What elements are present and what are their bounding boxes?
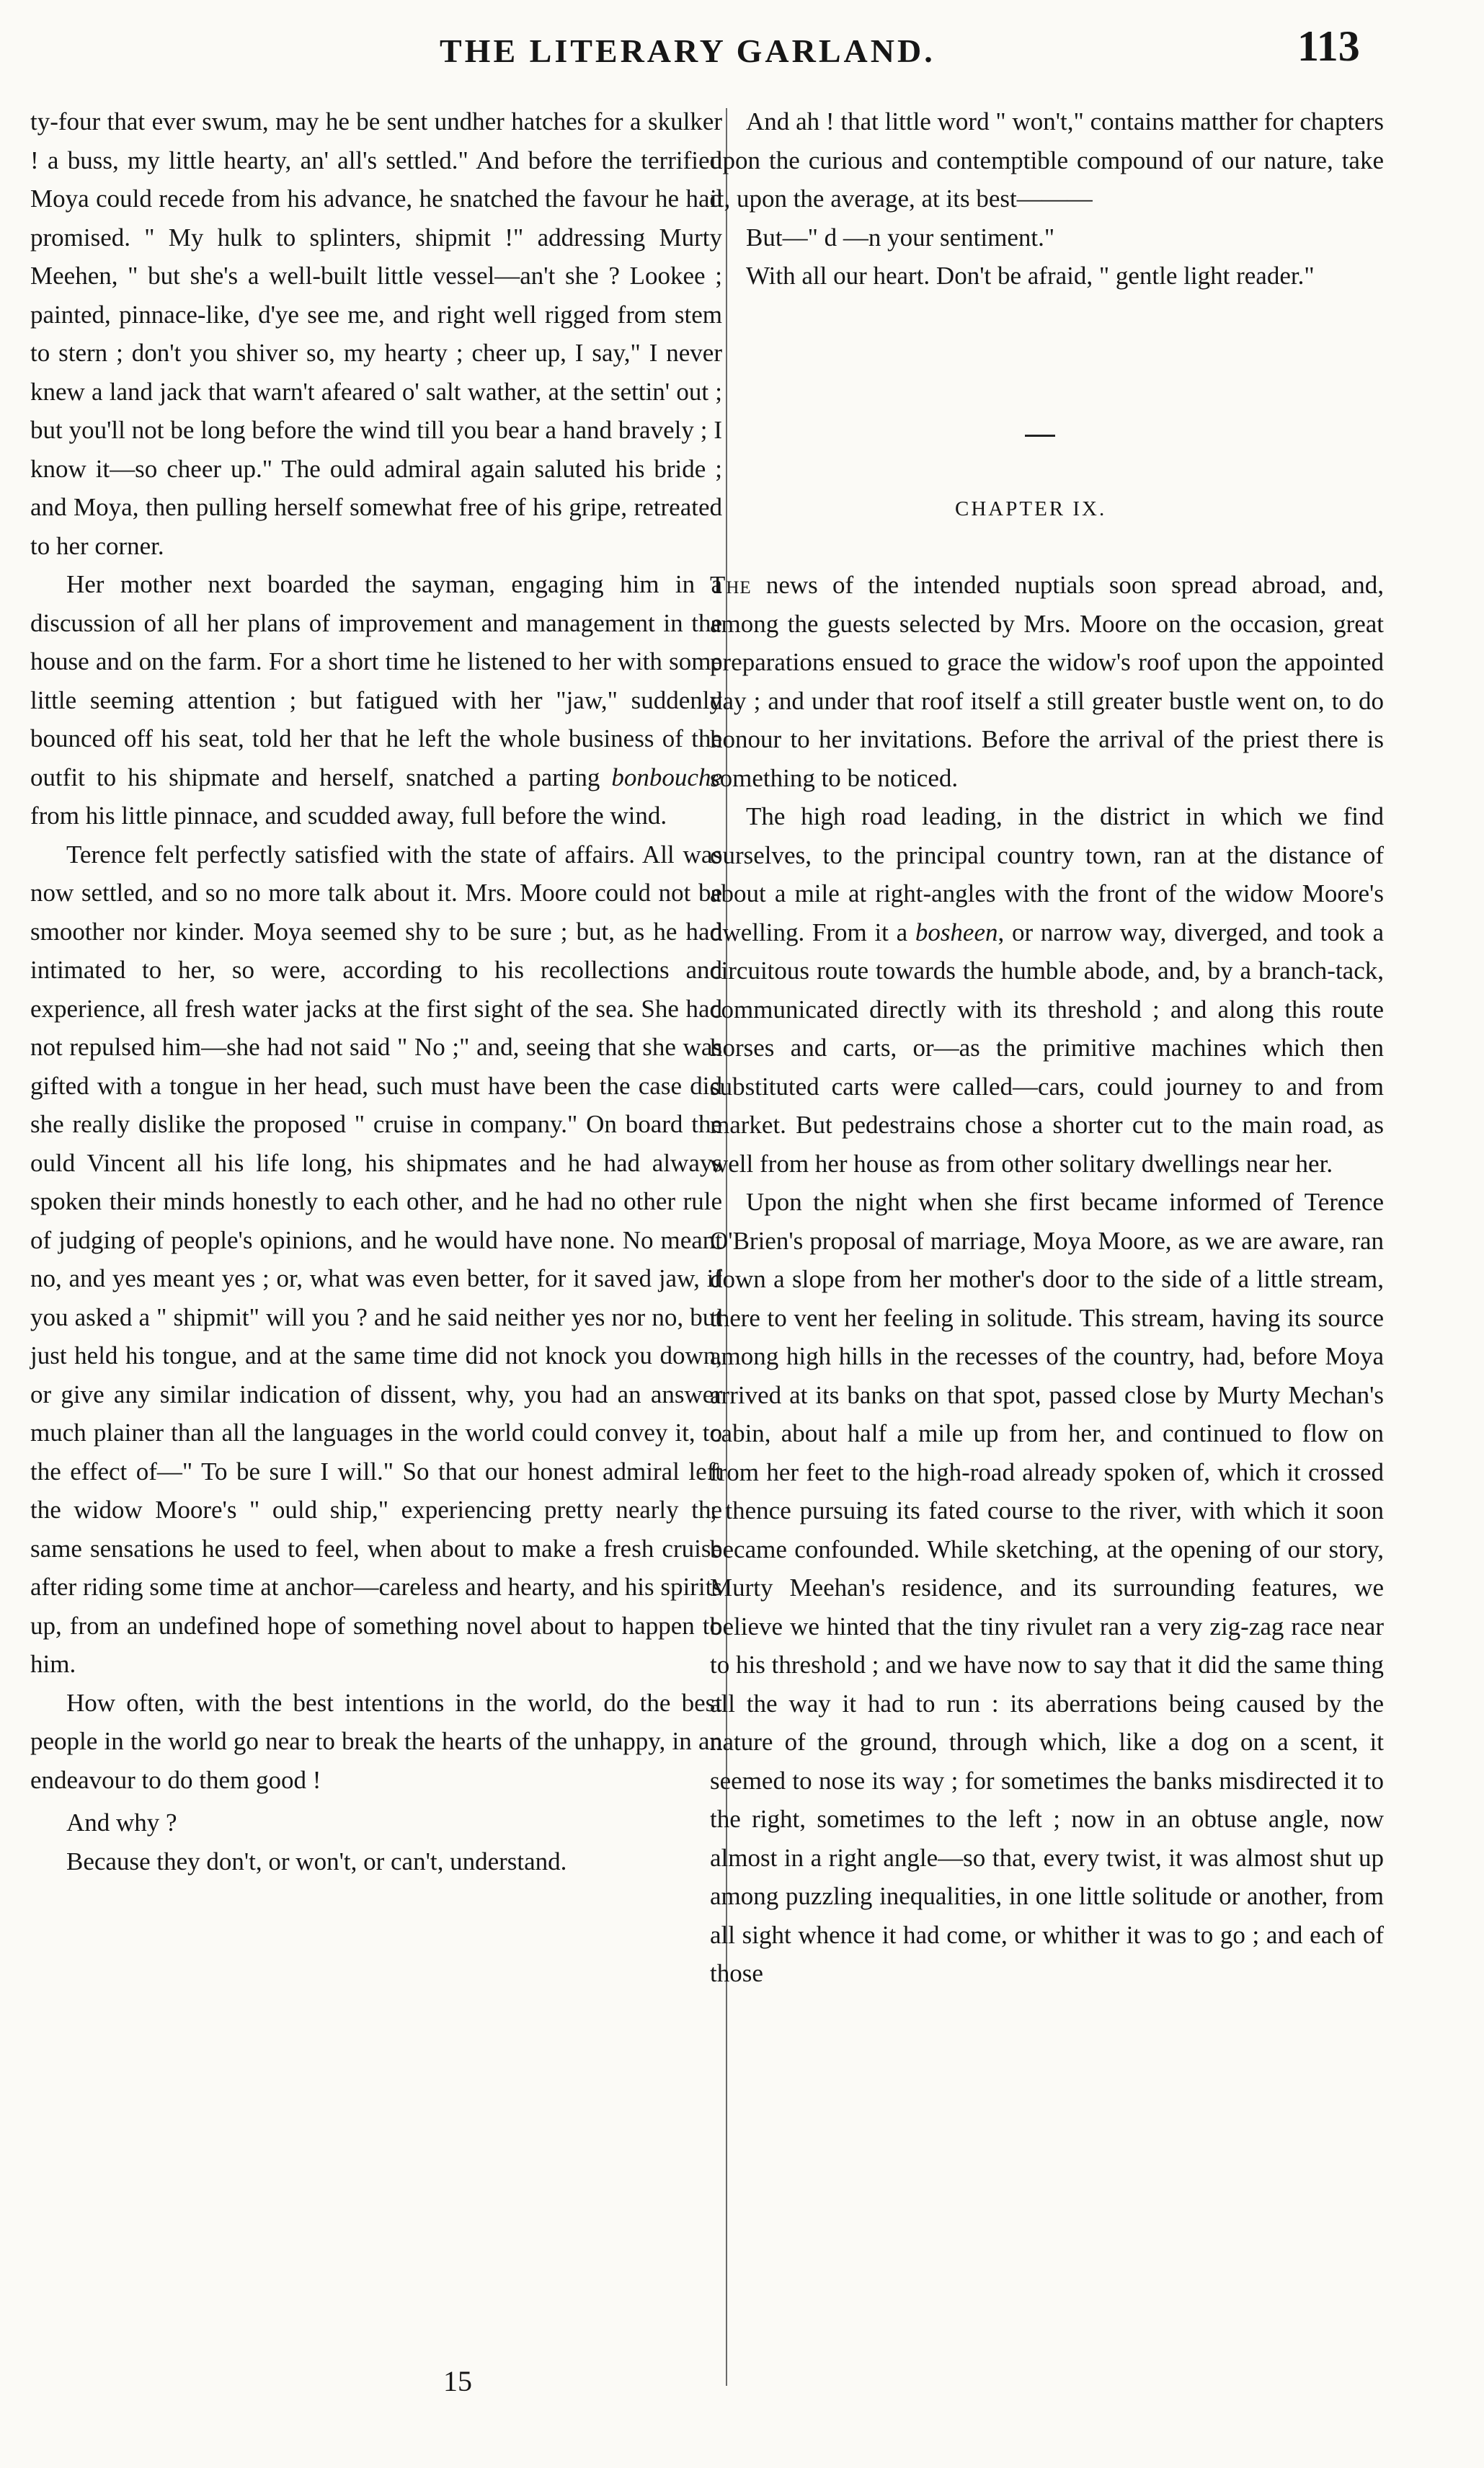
left-paragraph-6: Because they don't, or won't, or can't, understand. [66,1847,567,1876]
right-column-top [710,102,1384,296]
left-paragraph-2-text-a: Her mother next boarded the sayman, engaging him in a discussion of all her plans of improvement and management in the house and on the farm. For a short time he listened to her with some little seeming attention ; but fatigued with her "jaw," suddenly bounced off his seat, told her that he left the whole business of the outfit to his shipmate and herself, snatched a parting [30,570,722,791]
right-chapter-paragraph-2-text-a: The high road leading, in the district in which we find ourselves, to the principal country town, ran at the distance of about a mile at right-angles with the front of the widow Moore's dwelling. From it a [710,802,1384,946]
chapter-lead-word: The [710,571,752,599]
right-column-bottom [710,566,1384,1993]
running-head-title: THE LITERARY GARLAND. [440,32,936,69]
left-paragraph-3: Terence felt perfectly satisfied with the state of affairs. All was now settled, and so no more talk about it. Mrs. Moore could not be smoother nor kinder. Moya seemed shy to be sure ; but, as he had intimated to her, so were, according to his recollections and experience, all fresh water jacks at the first sight of the sea. She had not repulsed him—she had not said " No ;" and, seeing that she was gifted with a tongue in her head, such must have been the case did she really dislike the proposed " cruise in company." On board the ould Vincent all his life long, his shipmates and he had always spoken their minds honestly to each other, and he had no other rule of judging of people's opinions, and he would have none. No meant no, and yes meant yes ; or, what was even better, for it saved jaw, if you asked a " shipmit" will you ? and he said neither yes nor no, but just held his tongue, and at the same time did not knock you down, or give any similar indication of dissent, why, you had an answer much plainer than all the languages in the world could convey it, to the effect of—" To be sure I will." So that our honest admiral left the widow Moore's " ould ship," experiencing pretty nearly the same sensations he used to feel, when about to make a fresh cruise after riding some time at anchor—careless and hearty, and his spirits up, from an undefined hope of something novel about to happen to him. [30,840,722,1678]
right-paragraph-3: With all our heart. Don't be afraid, " gentle light reader." [746,262,1315,290]
left-paragraph-2-text-b: from his little pinnace, and scudded away, full before the wind. [30,802,667,830]
signature-mark: 15 [443,2365,472,2397]
italic-word-bonbouche: bonbouche [611,763,722,791]
page-number: 113 [1297,22,1360,70]
left-paragraph-5: And why ? [66,1808,177,1837]
italic-word-bosheen: bosheen [915,918,998,946]
left-column [30,102,722,1881]
left-paragraph-1: ty-four that ever swum, may he be sent undher hatches for a skulker ! a buss, my little hearty, an' all's settled." And before the terrified Moya could recede from his advance, he snatched the favour he had promised. " My hulk to splinters, shipmit !" addressing Murty Meehen, " but she's a well-built little vessel—an't she ? Lookee ; painted, pinnace-like, d'ye see me, and right well rigged from stem to stern ; don't you shiver so, my hearty ; cheer up, I say," I never knew a land jack that warn't afeared o' salt wather, at the settin' out ; but you'll not be long before the wind till you bear a hand bravely ; I know it—so cheer up." The ould admiral again saluted his bride ; and Moya, then pulling herself somewhat free of his gripe, retreated to her corner. [30,107,722,560]
right-chapter-paragraph-1 [710,566,1384,797]
right-chapter-paragraph-2 [710,797,1384,1183]
right-paragraph-1: And ah ! that little word " won't," contains matther for chapters upon the curious and contemptible compound of our nature, take it, upon the average, at its best——— [710,107,1384,213]
right-chapter-paragraph-2-text-b: , or narrow way, diverged, and took a circuitous route towards the humble abode, and, by a branch-tack, communicated directly with its threshold ; and along this route horses and carts, or—as the primitive machines which then substituted carts were called—cars, could journey to and from market. But pedestrains chose a shorter cut to the main road, as well from her house as from other solitary dwellings near her. [710,918,1384,1178]
left-paragraph-2 [30,565,722,835]
right-chapter-paragraph-1-text: news of the intended nuptials soon spread abroad, and, among the guests selected by Mrs. Moore on the occasion, great preparations ensued to grace the widow's roof upon the appointed day ; and under that roof itself a still greater bustle went on, to do honour to her invitations. Before the arrival of the priest there is something to be noticed. [710,571,1384,792]
right-chapter-paragraph-3: Upon the night when she first became informed of Terence O'Brien's proposal of marriage, Moya Moore, as we are aware, ran down a slope from her mother's door to the side of a little stream, there to vent her feeling in solitude. This stream, having its source among high hills in the recesses of the country, had, before Moya arrived at its banks on that spot, passed close by Murty Mechan's cabin, about half a mile up from her, and continued to flow on from her feet to the high-road already spoken of, which it crossed ; thence pursuing its fated course to the river, with which it soon became confounded. While sketching, at the opening of our story, Murty Meehan's residence, and its surrounding features, we believe we hinted that the tiny rivulet ran a very zig-zag race near to his threshold ; and we have now to say that it did the same thing all the way it had to run : its aberrations being caused by the nature of the ground, through which, like a dog on a scent, it seemed to nose its way ; for sometimes the banks misdirected it to the right, sometimes to the left ; now in an obtuse angle, now almost in a right angle—so that, every twist, it was almost shut up among puzzling inequalities, in one little solitude or another, from all sight whence it had come, or whither it was to go ; and each of those [710,1188,1384,1987]
section-dash [1025,435,1055,437]
chapter-heading: CHAPTER IX. [955,497,1107,520]
left-paragraph-4: How often, with the best intentions in the world, do the best people in the world go near to break the hearts of the unhappy, in an endeavour to do them good ! [30,1688,722,1794]
right-paragraph-2: But—" d —n your sentiment." [746,223,1055,252]
